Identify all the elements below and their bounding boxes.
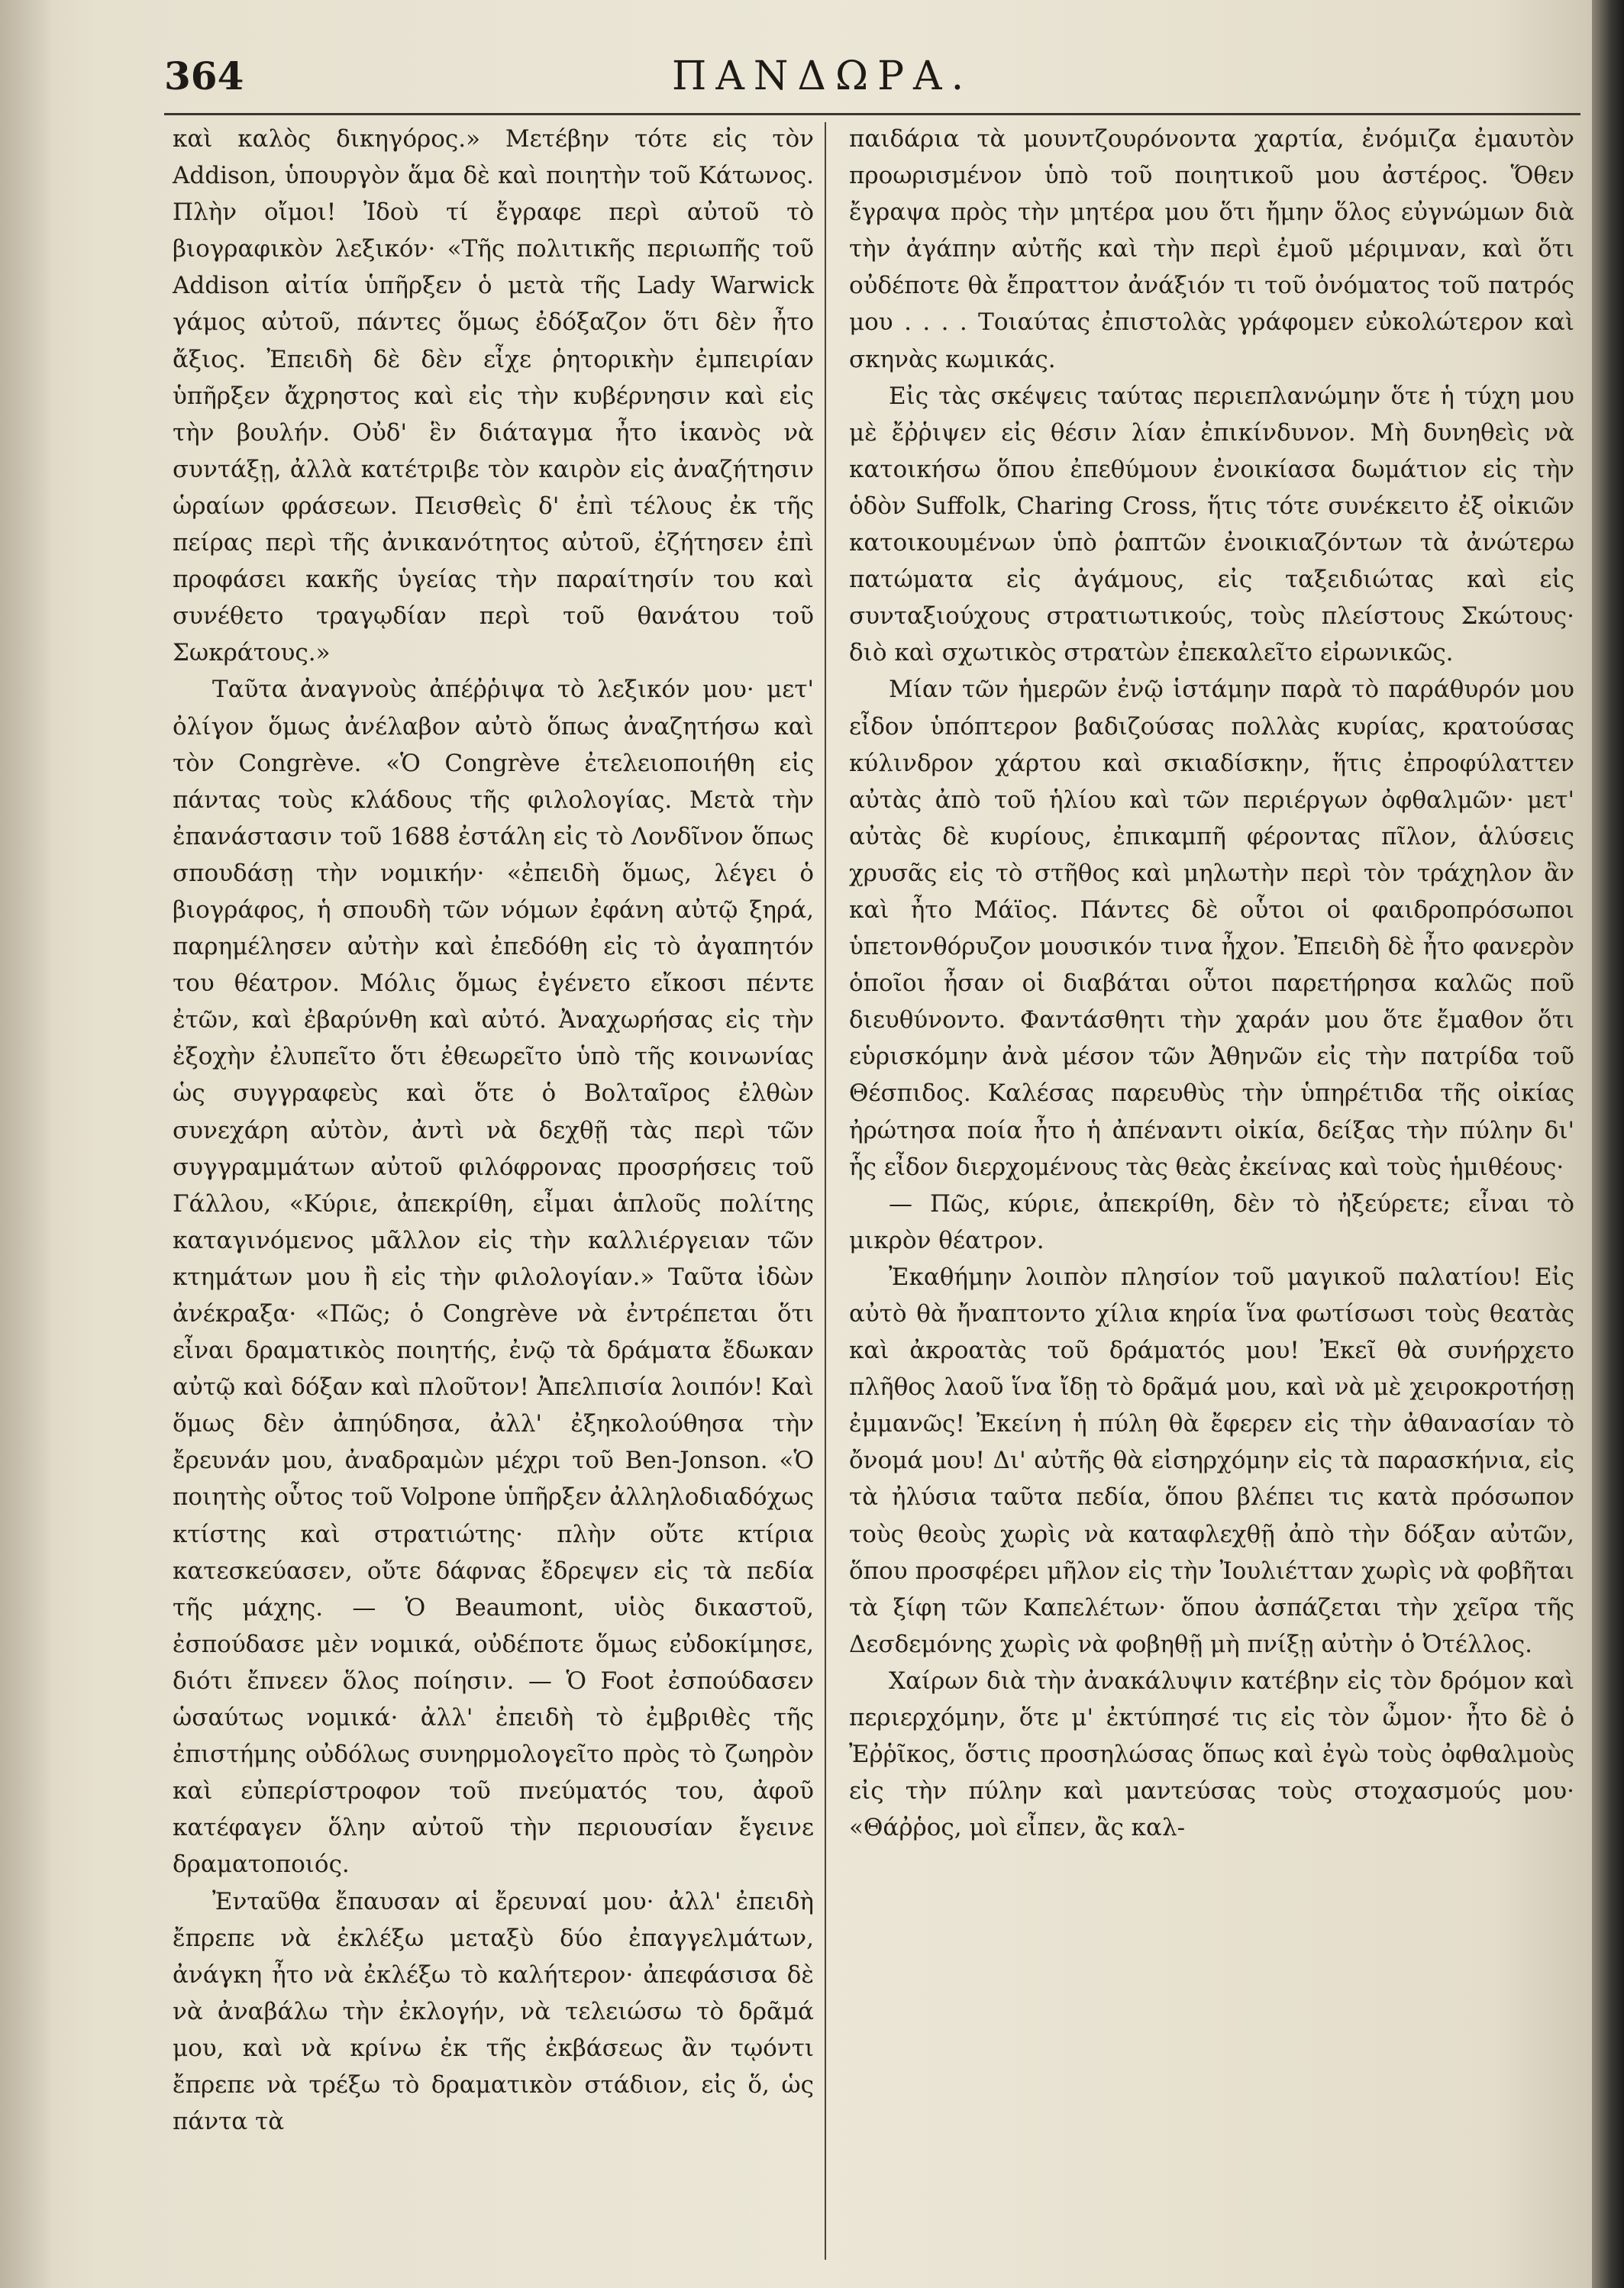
- paragraph: Ἐνταῦθα ἔπαυσαν αἱ ἔρευναί μου· ἀλλ' ἐπειδὴ ἔπρεπε νὰ ἐκλέξω μεταξὺ δύο ἐπαγγελμάτων, ἀνάγκη ἦτο νὰ ἐκλέξω τὸ καλήτερον· ἀπεφάσισα δὲ νὰ ἀναβάλω τὴν ἐκλογήν, νὰ τελειώσω τὸ δρᾶμά μου, καὶ νὰ κρίνω ἐκ τῆς ἐκβάσεως ἂν τῳόντι ἔπρεπε νὰ τρέξω τὸ δραματικὸν στάδιον, εἰς ὅ, ὡς πάντα τὰ: [173, 1887, 814, 2136]
- column-divider: [825, 122, 826, 2260]
- paragraph: παιδάρια τὰ μουντζουρόνοντα χαρτία, ἐνόμιζα ἐμαυτὸν προωρισμένον ὑπὸ τοῦ ποιητικοῦ μου ἀστέρος. Ὅθεν ἔγραψα πρὸς τὴν μητέρα μου ὅτι ἤμην ὅλος εὐγνώμων διὰ τὴν ἀγάπην αὐτῆς καὶ τὴν περὶ ἐμοῦ μέριμναν, καὶ ὅτι οὐδέποτε θὰ ἔπραττον ἀνάξιόν τι τοῦ ὀνόματος τοῦ πατρός μου . . . . Τοιαύτας ἐπιστολὰς γράφομεν εὐκολώτερον καὶ σκηνὰς κωμικάς.: [849, 125, 1574, 373]
- page-gutter-shadow: [0, 0, 53, 2288]
- paragraph: Μίαν τῶν ἡμερῶν ἐνῷ ἱστάμην παρὰ τὸ παράθυρόν μου εἶδον ὑπόπτερον βαδιζούσας πολλὰς κυρίας, κρατούσας κύλινδρον χάρτου καὶ σκιαδίσκην, ἥτις ἐπροφύλαττεν αὐτὰς ἀπὸ τοῦ ἡλίου καὶ τῶν περιέργων ὀφθαλμῶν· μετ' αὐτὰς δὲ κυρίους, ἐπικαμπῆ φέροντας πῖλον, ἁλύσεις χρυσᾶς εἰς τὸ στῆθος καὶ μηλωτὴν περὶ τὸν τράχηλον ἂν καὶ ἦτο Μάϊος. Πάντες δὲ οὗτοι οἱ φαιδροπρόσωποι ὑπετονθόρυζον μουσικόν τινα ἦχον. Ἐπειδὴ δὲ ἦτο φανερὸν ὁποῖοι ἦσαν οἱ διαβάται οὗτοι παρετήρησα καλῶς ποῦ διευθύνοντο. Φαντάσθητι τὴν χαράν μου ὅτε ἔμαθον ὅτι εὑρισκόμην ἀνὰ μέσον τῶν Ἀθηνῶν εἰς τὴν πατρίδα τοῦ Θέσπιδος. Καλέσας παρευθὺς τὴν ὑπηρέτιδα τῆς οἰκίας ἠρώτησα ποία ἦτο ἡ ἀπέναντι οἰκία, δείξας τὴν πύλην δι' ἧς εἶδον διερχομένους τὰς θεὰς ἐκείνας καὶ τοὺς ἡμιθέους·: [849, 676, 1574, 1181]
- running-head-title: ΠΑΝΔΩΡΑ.: [672, 53, 973, 99]
- page-edge-shadow: [1592, 0, 1624, 2288]
- right-column: [849, 121, 1574, 1846]
- page-number: 364: [164, 53, 244, 98]
- paragraph: — Πῶς, κύριε, ἀπεκρίθη, δὲν τὸ ἠξεύρετε; εἶναι τὸ μικρὸν θέατρον.: [849, 1189, 1574, 1254]
- paragraph: Ἐκαθήμην λοιπὸν πλησίον τοῦ μαγικοῦ παλατίου! Εἰς αὐτὸ θὰ ἤναπτοντο χίλια κηρία ἵνα φωτίσωσι τοὺς θεατὰς καὶ ἀκροατὰς τοῦ δράματός μου! Ἐκεῖ θὰ συνήρχετο πλῆθος λαοῦ ἵνα ἴδῃ τὸ δρᾶμά μου, καὶ νὰ μὲ χειροκροτήσῃ ἐμμανῶς! Ἐκείνη ἡ πύλη θὰ ἔφερεν εἰς τὴν ἀθανασίαν τὸ ὄνομά μου! Δι' αὐτῆς θὰ εἰσηρχόμην εἰς τὰ παρασκήνια, εἰς τὰ ἠλύσια ταῦτα πεδία, ὅπου βλέπει τις κατὰ πρόσωπον τοὺς θεοὺς χωρὶς νὰ καταφλεχθῇ ἀπὸ τὴν δόξαν αὐτῶν, ὅπου προσφέρει μῆλον εἰς τὴν Ἰουλιέτταν χωρὶς νὰ φοβῆται τὰ ξίφη τῶν Καπελέτων· ὅπου ἀσπάζεται τὴν χεῖρα τῆς Δεσδεμόνης χωρὶς νὰ φοβηθῇ μὴ πνίξῃ αὐτὴν ὁ Ὀτέλλος.: [849, 1263, 1574, 1658]
- paragraph: Εἰς τὰς σκέψεις ταύτας περιεπλανώμην ὅτε ἡ τύχη μου μὲ ἔῤῥιψεν εἰς θέσιν λίαν ἐπικίνδυνον. Μὴ δυνηθεὶς νὰ κατοικήσω ὅπου ἐπεθύμουν ἐνοικίασα δωμάτιον εἰς τὴν ὁδὸν Suffolk, Charing Cross, ἥτις τότε συνέκειτο ἐξ οἰκιῶν κατοικουμένων ὑπὸ ῥαπτῶν ἐνοικιαζόντων τὰ ἀνώτερω πατώματα εἰς ἀγάμους, εἰς ταξειδιώτας καὶ εἰς συνταξιούχους στρατιωτικούς, τοὺς πλείστους Σκώτους· διὸ καὶ σχωτικὸς στρατὼν ἐπεκαλεῖτο εἰρωνικῶς.: [849, 382, 1574, 667]
- header-rule: [164, 113, 1580, 115]
- paragraph: καὶ καλὸς δικηγόρος.» Μετέβην τότε εἰς τὸν Addison, ὑπουργὸν ἅμα δὲ καὶ ποιητὴν τοῦ Κάτωνος. Πλὴν οἴμοι! Ἰδοὺ τί ἔγραφε περὶ αὐτοῦ τὸ βιογραφικὸν λεξικόν· «Τῆς πολιτικῆς περιωπῆς τοῦ Addison αἰτία ὑπῆρξεν ὁ μετὰ τῆς Lady Warwick γάμος αὐτοῦ, πάντες ὅμως ἐδόξαζον ὅτι δὲν ἦτο ἄξιος. Ἐπειδὴ δὲ δὲν εἶχε ῥητορικὴν ἐμπειρίαν ὑπῆρξεν ἄχρηστος καὶ εἰς τὴν κυβέρνησιν καὶ εἰς τὴν βουλήν. Οὐδ' ἓν διάταγμα ἦτο ἱκανὸς νὰ συντάξῃ, ἀλλὰ κατέτριβε τὸν καιρὸν εἰς ἀναζήτησιν ὡραίων φράσεων. Πεισθεὶς δ' ἐπὶ τέλους ἐκ τῆς πείρας περὶ τῆς ἀνικανότητος αὐτοῦ, ἐζήτησεν ἐπὶ προφάσει κακῆς ὑγείας τὴν παραίτησίν του καὶ συνέθετο τραγῳδίαν περὶ τοῦ θανάτου τοῦ Σωκράτους.»: [173, 125, 814, 667]
- left-column: [173, 121, 814, 2140]
- paragraph: Χαίρων διὰ τὴν ἀνακάλυψιν κατέβην εἰς τὸν δρόμον καὶ περιερχόμην, ὅτε μ' ἐκτύπησέ τις εἰς τὸν ὦμον· ἦτο δὲ ὁ Ἐῤῥῖκος, ὅστις προσηλώσας ὅπως καὶ ἐγὼ τοὺς ὀφθαλμοὺς εἰς τὴν πύλην καὶ μαντεύσας τοὺς στοχασμούς μου· «Θάῤῥος, μοὶ εἶπεν, ἂς καλ-: [849, 1667, 1574, 1842]
- paragraph: Ταῦτα ἀναγνοὺς ἀπέῤῥιψα τὸ λεξικόν μου· μετ' ὀλίγον ὅμως ἀνέλαβον αὐτὸ ὅπως ἀναζητήσω καὶ τὸν Congrève. «Ὁ Congrève ἐτελειοποιήθη εἰς πάντας τοὺς κλάδους τῆς φιλολογίας. Μετὰ τὴν ἐπανάστασιν τοῦ 1688 ἐστάλη εἰς τὸ Λονδῖνον ὅπως σπουδάσῃ τὴν νομικήν· «ἐπειδὴ ὅμως, λέγει ὁ βιογράφος, ἡ σπουδὴ τῶν νόμων ἐφάνη αὐτῷ ξηρά, παρημέλησεν αὐτὴν καὶ ἐπεδόθη εἰς τὸ ἀγαπητόν του θέατρον. Μόλις ὅμως ἐγένετο εἴκοσι πέντε ἐτῶν, καὶ ἐβαρύνθη καὶ αὐτό. Ἀναχωρήσας εἰς τὴν ἐξοχὴν ἐλυπεῖτο ὅτι ἐθεωρεῖτο ὑπὸ τῆς κοινωνίας ὡς συγγραφεὺς καὶ ὅτε ὁ Βολταῖρος ἐλθὼν συνεχάρη αὐτὸν, ἀντὶ νὰ δεχθῇ τὰς περὶ τῶν συγγραμμάτων αὐτοῦ φιλόφρονας προσρήσεις τοῦ Γάλλου, «Κύριε, ἀπεκρίθη, εἶμαι ἁπλοῦς πολίτης καταγινόμενος μᾶλλον εἰς τὴν καλλιέργειαν τῶν κτημάτων μου ἢ εἰς τὴν φιλολογίαν.» Ταῦτα ἰδὼν ἀνέκραξα· «Πῶς; ὁ Congrève νὰ ἐντρέπεται ὅτι εἶναι δραματικὸς ποιητής, ἐνῷ τὰ δράματα ἔδωκαν αὐτῷ καὶ δόξαν καὶ πλοῦτον! Ἀπελπισία λοιπόν! Καὶ ὅμως δὲν ἀπηύδησα, ἀλλ' ἐξηκολούθησα τὴν ἔρευνάν μου, ἀναδραμὼν μέχρι τοῦ Ben-Jonson. «Ὁ ποιητὴς οὗτος τοῦ Volpone ὑπῆρξεν ἀλληλοδιαδόχως κτίστης καὶ στρατιώτης· πλὴν οὔτε κτίρια κατεσκεύασεν, οὔτε δάφνας ἔδρεψεν εἰς τὰ πεδία τῆς μάχης. — Ὁ Beaumont, υἱὸς δικαστοῦ, ἐσπούδασε μὲν νομικά, οὐδέποτε ὅμως εὐδοκίμησε, διότι ἔπνεεν ὅλος ποίησιν. — Ὁ Foot ἐσπούδασεν ὡσαύτως νομικά· ἀλλ' ἐπειδὴ τὸ ἐμβριθὲς τῆς ἐπιστήμης οὐδόλως συνηρμολογεῖτο πρὸς τὸ ζωηρὸν καὶ εὐπερίστροφον τοῦ πνεύματός του, ἀφοῦ κατέφαγεν ὅλην αὐτοῦ τὴν περιουσίαν ἔγεινε δραματοποιός.: [173, 676, 814, 1879]
